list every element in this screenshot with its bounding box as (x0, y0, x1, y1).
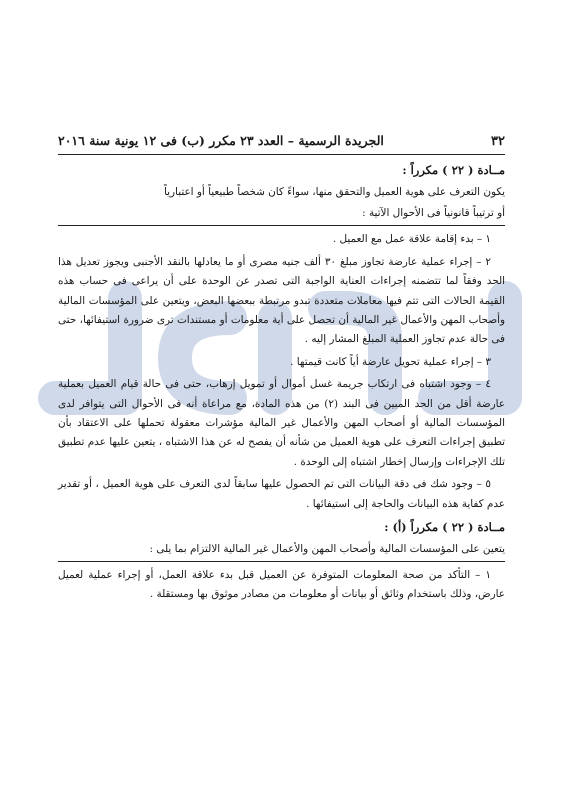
list-item: ٣ – إجراء عملية تحويل عارضة أياً كانت قيمتها . (290, 355, 491, 368)
article-heading-22bis: مــادة ( ٢٢ ) مكرراً : (402, 163, 505, 177)
article-intro-line-1: يكون التعرف على هوية العميل والتحقق منها، سواءً كان شخصاً طبيعياً أو اعتبارياً (163, 185, 505, 198)
list-item: ٢ – إجراء عملية عارضة تجاوز مبلغ ٣٠ ألف جنيه مصرى أو ما يعادلها بالنقد الأجنبى ويجوز تعديل هذا الحد وفقاً لما تتضمنه إجراءات العناية الواجبة التى تصدر عن الوحدة على أن يراعى فى حساب هذه القيمة الحالات التى تتم فيها معاملات متعددة تبدو مرتبطة ببعضها البعض، ويتعين على المؤسسات المالية وأصحاب المهن والأعمال غير المالية أن تحصل على أية معلومات أو مستندات ترى ضرورة استيفائها، حتى فى حالة عدم تجاوز العملية المبلغ المشار إليه . (58, 255, 505, 346)
article2-intro: يتعين على المؤسسات المالية وأصحاب المهن والأعمال غير المالية الالتزام بما يلى : (58, 540, 505, 562)
page-number: ٣٢ (491, 134, 505, 149)
watermark-text: الجريدة (281, 368, 285, 369)
article-intro-line-2: أو ترتيباً قانونياً فى الأحوال الآتية : (58, 204, 505, 226)
list-item: ٤ – وجود اشتباه فى ارتكاب جريمة غسل أموال أو تمويل إرهاب، حتى فى حالة قيام العميل بعملية عارضة أقل من الحد المبين فى البند (٢) من هذه المادة، مع مراعاة أنه فى الأحوال التى يتوافر لدى المؤسسات المالية أو أصحاب المهن والأعمال غير المالية مؤشرات معقولة تحملها على الاعتقاد بأن تطبيق إجراءات التعرف على هوية العميل من شأنه أن يفصح له عن هذا الاشتباه ، يتعين عليها عدم تطبيق تلك الإجراءات وإرسال إخطار اشتباه إلى الوحدة . (58, 378, 505, 468)
list-item: ٥ – وجود شك فى دقة البيانات التى تم الحصول عليها سابقاً لدى التعرف على هوية العميل ، أو تقدير عدم كفاية هذه البيانات والحاجة إلى استيفائها . (58, 478, 505, 510)
list-item: ١ – التأكد من صحة المعلومات المتوفرة عن العميل قبل بدء علاقة العمل، أو إجراء عملية لعميل عارض، وذلك باستخدام وثائق أو بيانات أو معلومات من مصادر موثوق بها ومستقلة . (58, 568, 505, 601)
article-heading-22bis-a: مــادة ( ٢٢ ) مكرراً (أ) : (384, 520, 505, 535)
page-header (58, 133, 505, 155)
gazette-title: الجريدة الرسمية – العدد ٢٣ مكرر (ب) فى ١٢ يونية سنة ٢٠١٦ (58, 133, 384, 148)
list-item: ١ – بدء إقامة علاقة عمل مع العميل . (332, 233, 491, 246)
